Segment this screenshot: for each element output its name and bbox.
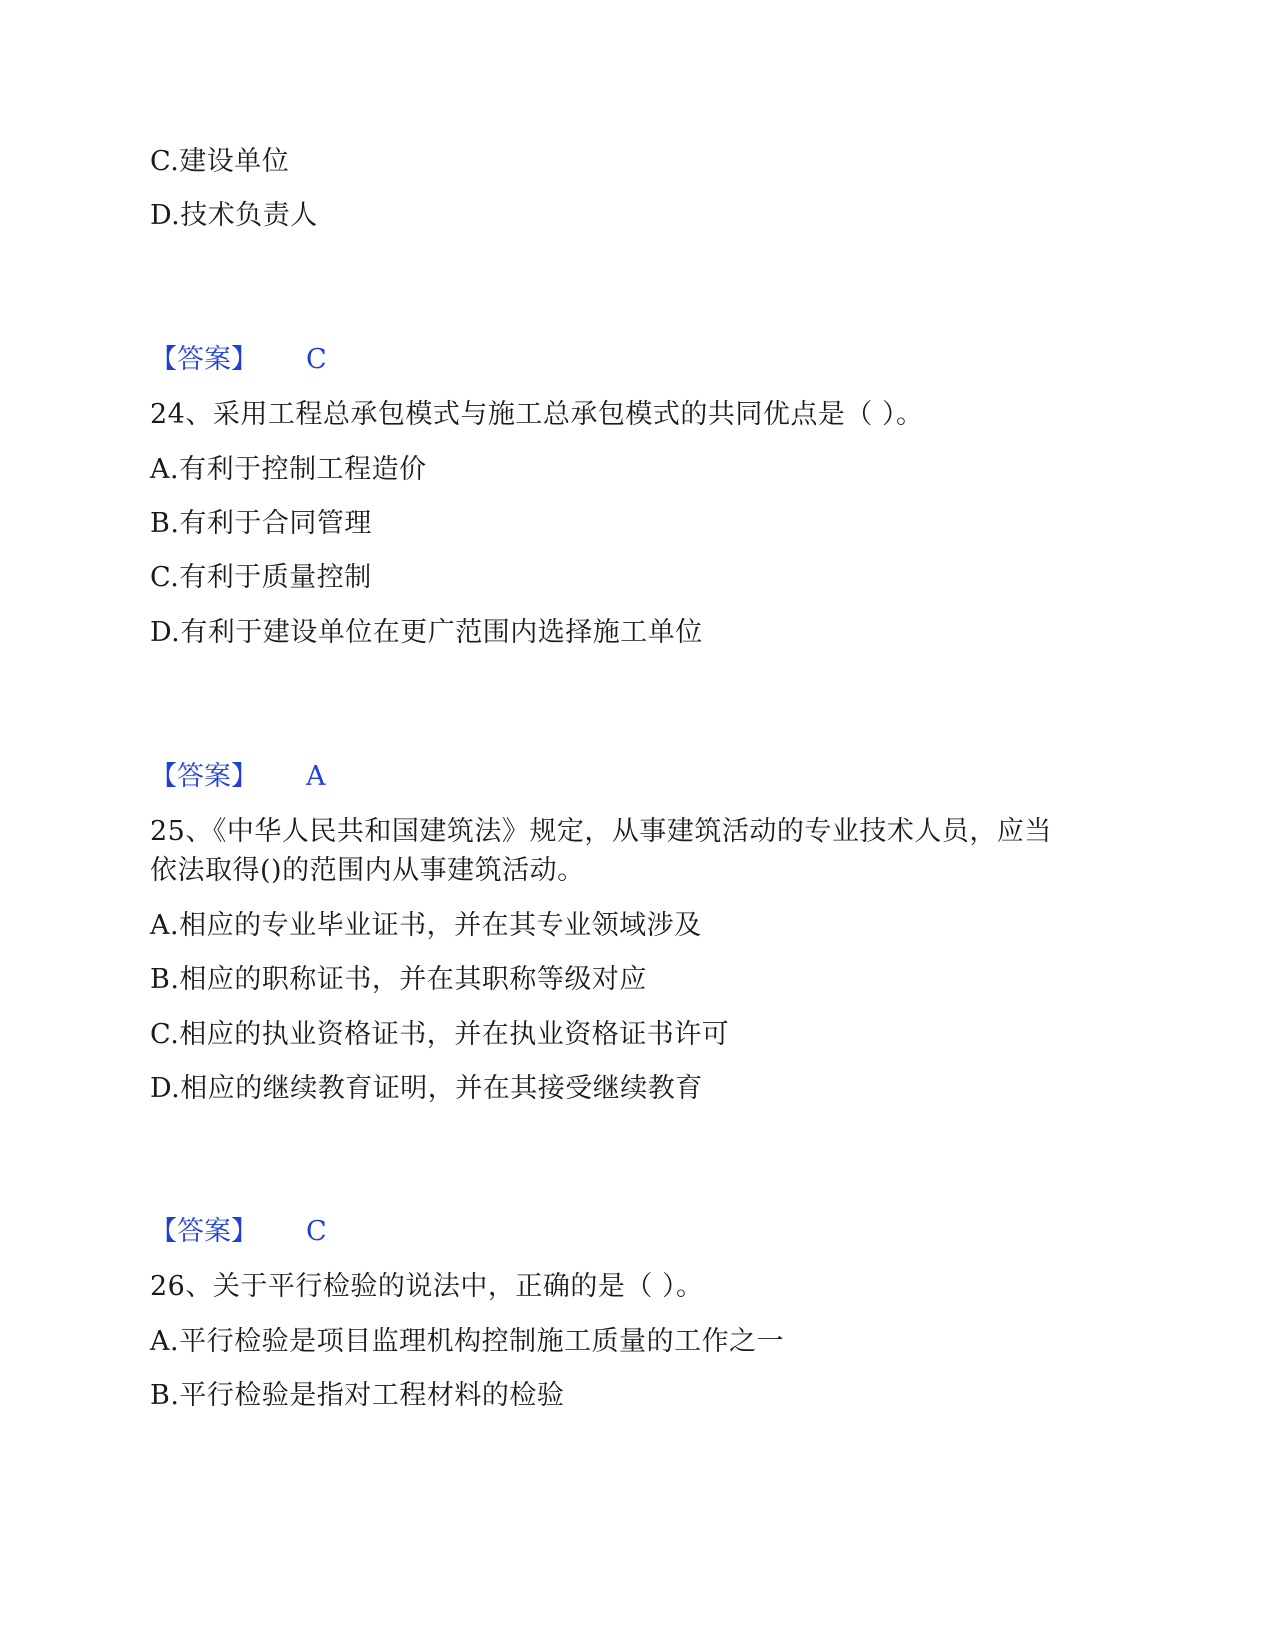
answer-value: A bbox=[306, 761, 326, 792]
q25-option-d: D.相应的继续教育证明，并在其接受继续教育 bbox=[150, 1073, 703, 1104]
q26-option-a: A.平行检验是项目监理机构控制施工质量的工作之一 bbox=[150, 1326, 785, 1357]
q24-stem: 24、采用工程总承包模式与施工总承包模式的共同优点是（ ）。 bbox=[150, 399, 924, 430]
q23-option-c: C.建设单位 bbox=[150, 146, 290, 177]
q25-stem-line1: 25、《中华人民共和国建筑法》规定，从事建筑活动的专业技术人员，应当 bbox=[150, 816, 1052, 847]
q23-answer bbox=[150, 340, 327, 380]
q24-option-c: C.有利于质量控制 bbox=[150, 562, 372, 593]
q25-option-a: A.相应的专业毕业证书，并在其专业领域涉及 bbox=[150, 910, 702, 941]
q24-option-d: D.有利于建设单位在更广范围内选择施工单位 bbox=[150, 617, 703, 648]
answer-label: 【答案】 bbox=[150, 1216, 258, 1247]
q24-answer bbox=[150, 757, 326, 797]
answer-label: 【答案】 bbox=[150, 761, 258, 792]
q25-option-c: C.相应的执业资格证书，并在执业资格证书许可 bbox=[150, 1019, 730, 1050]
q26-stem: 26、关于平行检验的说法中，正确的是（ ）。 bbox=[150, 1271, 704, 1302]
q25-stem-line2: 依法取得()的范围内从事建筑活动。 bbox=[150, 855, 585, 886]
q25-option-b: B.相应的职称证书，并在其职称等级对应 bbox=[150, 964, 647, 995]
q24-option-a: A.有利于控制工程造价 bbox=[150, 454, 427, 485]
answer-value: C bbox=[306, 1216, 327, 1247]
answer-label: 【答案】 bbox=[150, 344, 258, 375]
q26-option-b: B.平行检验是指对工程材料的检验 bbox=[150, 1380, 565, 1411]
q25-answer bbox=[150, 1212, 327, 1252]
q24-option-b: B.有利于合同管理 bbox=[150, 508, 372, 539]
q23-option-d: D.技术负责人 bbox=[150, 200, 318, 231]
answer-value: C bbox=[306, 344, 327, 375]
